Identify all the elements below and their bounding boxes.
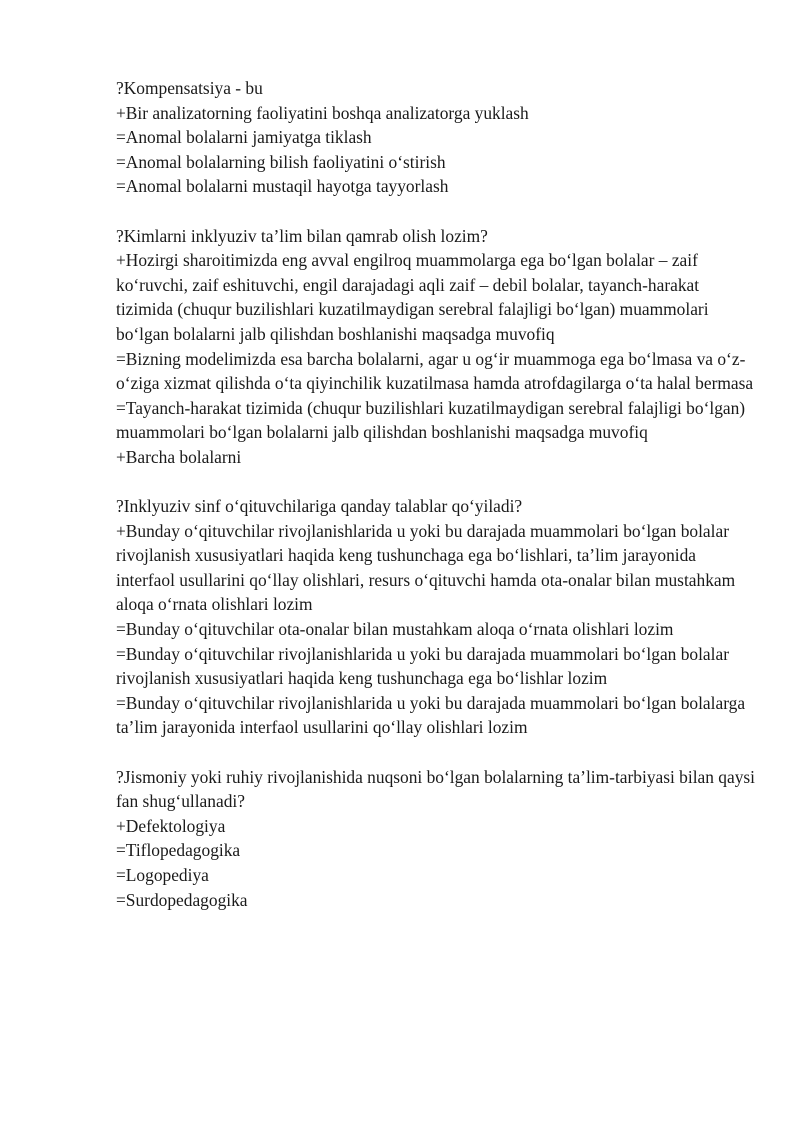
answer-option: =Bunday o‘qituvchilar ota-onalar bilan mustahkam aloqa o‘rnata olishlari lozim — [116, 619, 674, 640]
answer-option: =Bizning modelimizda esa barcha bolalarni, agar u og‘ir muammoga ega bo‘lmasa va o‘z-o‘ziga xizmat qilishda o‘ta qiyinchilik kuzatilmasa hamda atrofdagilarga o‘ta halal bermasa — [116, 348, 754, 394]
answer-option: +Bunday o‘qituvchilar rivojlanishlarida u yoki bu darajada muammolari bo‘lgan bolalar rivojlanish xususiyatlari haqida keng tushunchaga ega bo‘lishlari, ta’lim jarayonida interfaol usullarini qo‘llay olishlari, resurs o‘qituvchi hamda ota-onalar bilan mustahkam aloqa o‘rnata olishlari lozim — [116, 520, 736, 615]
answer-option: =Anomal bolalarni mustaqil hayotga tayyorlash — [116, 176, 449, 197]
answer-option: =Bunday o‘qituvchilar rivojlanishlarida u yoki bu darajada muammolari bo‘lgan bolalarga ta’lim jarayonida interfaol usullarini qo‘llay olishlari lozim — [116, 692, 746, 738]
question-block-4 — [116, 765, 756, 913]
answer-option: +Bir analizatorning faoliyatini boshqa analizatorga yuklash — [116, 102, 529, 123]
answer-option: +Barcha bolalarni — [116, 446, 242, 467]
answer-option: =Tayanch-harakat tizimida (chuqur buzilishlari kuzatilmaydigan serebral falajligi bo‘lgan) muammolari bo‘lgan bolalarni jalb qilishdan boshlanishi maqsadga muvofiq — [116, 397, 746, 443]
question-block-2 — [116, 224, 756, 470]
document-page — [116, 76, 756, 937]
answer-option: =Logopediya — [116, 865, 209, 885]
question-block-3 — [116, 494, 756, 740]
answer-option: +Defektologiya — [116, 815, 226, 836]
answer-option: =Anomal bolalarni jamiyatga tiklash — [116, 127, 372, 148]
question-text: ?Kompensatsiya - bu — [116, 78, 263, 98]
answer-option: =Anomal bolalarning bilish faoliyatini o‘stirish — [116, 151, 446, 172]
question-block-1 — [116, 76, 756, 199]
question-text: ?Jismoniy yoki ruhiy rivojlanishida nuqsoni bo‘lgan bolalarning ta’lim-tarbiyasi bilan qaysi fan shug‘ullanadi? — [116, 766, 756, 812]
answer-option: =Bunday o‘qituvchilar rivojlanishlarida u yoki bu darajada muammolari bo‘lgan bolalar rivojlanish xususiyatlari haqida keng tushunchaga ega bo‘lishlar lozim — [116, 643, 729, 689]
answer-option: =Tiflopedagogika — [116, 840, 241, 861]
answer-option: =Surdopedagogika — [116, 889, 248, 910]
question-text: ?Kimlarni inklyuziv ta’lim bilan qamrab olish lozim? — [116, 225, 488, 246]
answer-option: +Hozirgi sharoitimizda eng avval engilroq muammolarga ega bo‘lgan bolalar – zaif ko‘ruvchi, zaif eshituvchi, engil darajadagi aqli zaif – debil bolalar, tayanch-harakat tizimida (chuqur buzilishlari kuzatilmaydigan serebral falajligi bo‘lgan) muammolari bo‘lgan bolalarni jalb qilishdan boshlanishi maqsadga muvofiq — [116, 250, 709, 344]
question-text: ?Inklyuziv sinf o‘qituvchilariga qanday talablar qo‘yiladi? — [116, 496, 523, 517]
